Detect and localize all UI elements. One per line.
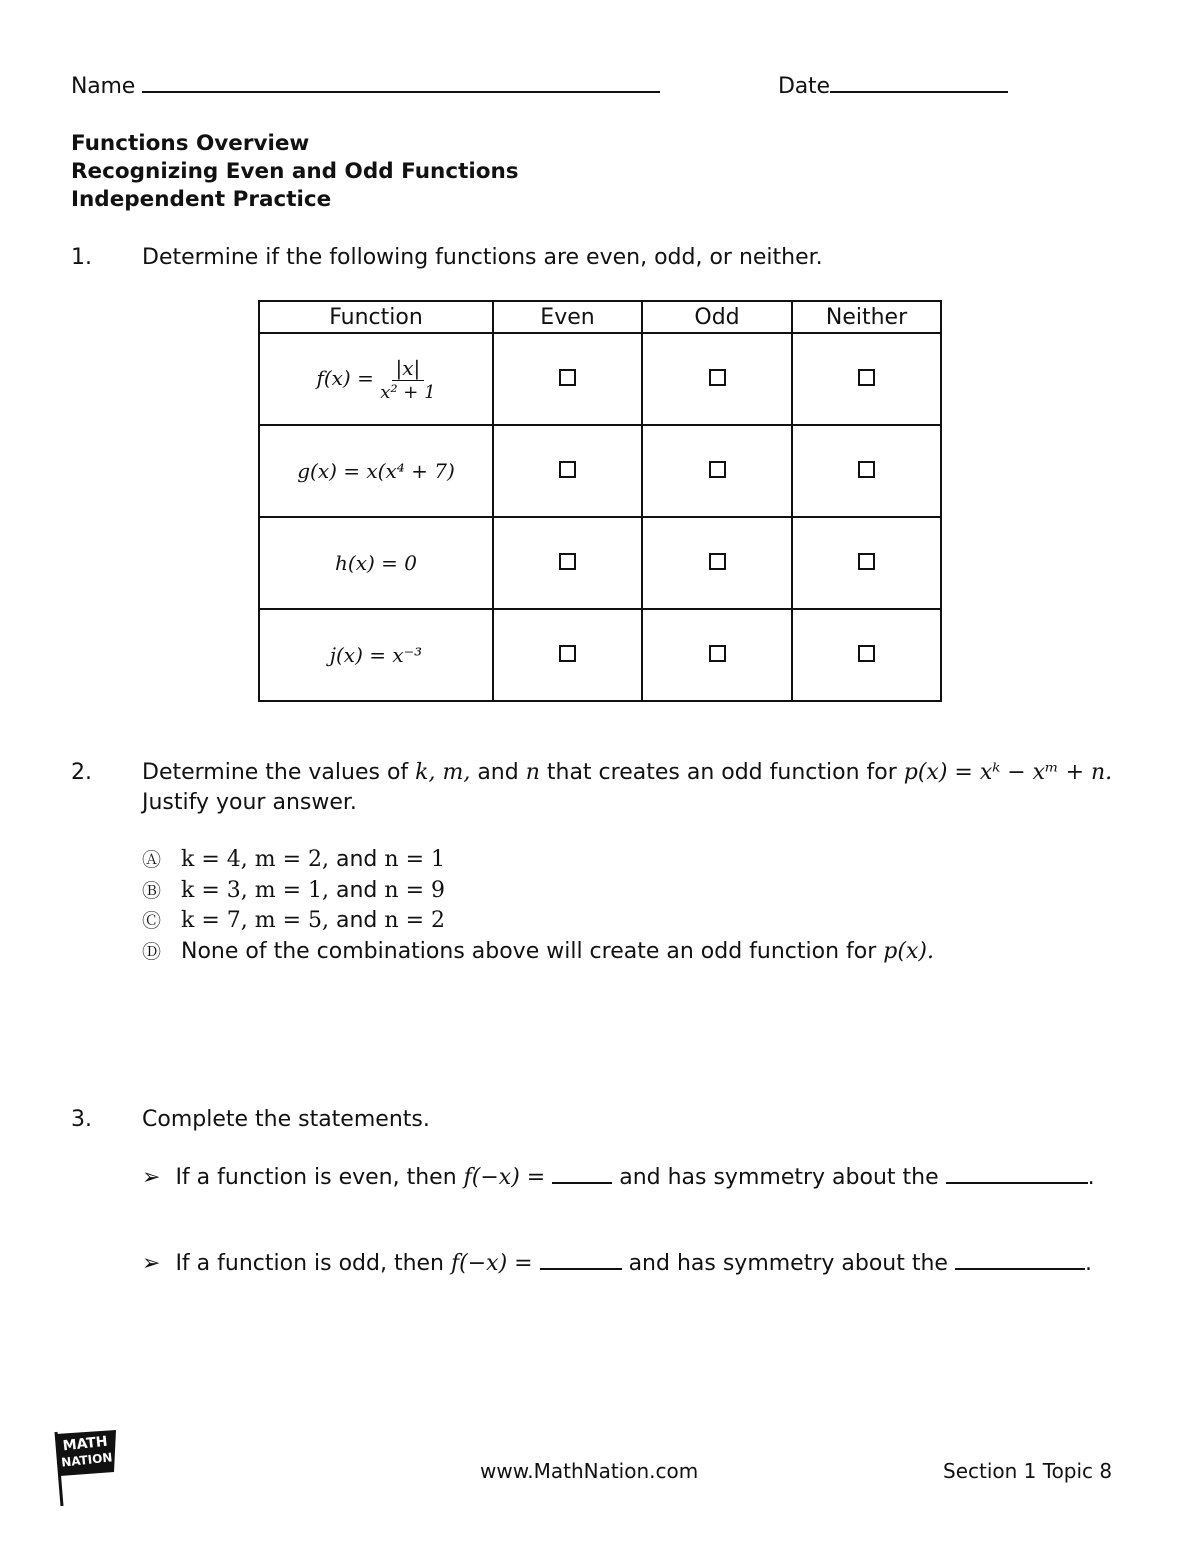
table-header-row (259, 301, 941, 333)
option-c-math: k = 7, m = 5, (181, 908, 330, 933)
s1-text-b: and has symmetry about the (612, 1165, 946, 1190)
option-b-math: k = 3, m = 1, (181, 877, 330, 903)
s2-text-b: and has symmetry about the (621, 1251, 955, 1276)
table-row (259, 425, 941, 517)
checkbox-cell[interactable] (493, 425, 642, 517)
section-label: Section 1 Topic 8 (943, 1459, 1113, 1483)
q2-function: p(x) = xᵏ − xᵐ + n. (903, 760, 1113, 785)
checkbox-h-even[interactable] (559, 553, 576, 570)
function-cell-j (259, 609, 493, 701)
option-d-bubble[interactable]: Ⓓ (142, 940, 162, 963)
s1-blank-symmetry[interactable] (946, 1182, 1088, 1184)
checkbox-cell[interactable] (642, 517, 792, 609)
option-c-and: and (329, 908, 385, 933)
s2-math: f(−x) = (451, 1251, 533, 1276)
table-row (259, 517, 941, 609)
checkbox-cell[interactable] (642, 333, 792, 425)
checkbox-g-even[interactable] (559, 461, 576, 478)
logo-line-2: NATION (60, 1450, 114, 1470)
checkbox-h-odd[interactable] (709, 553, 726, 570)
q2-text-b: and (470, 760, 526, 785)
title-block (71, 130, 519, 214)
function-cell-f (259, 333, 493, 425)
option-a-and: and (329, 847, 385, 872)
f-numerator: |x| (392, 356, 425, 381)
s1-period: . (1087, 1165, 1095, 1190)
option-b-n: n = 9 (384, 877, 445, 903)
checkbox-cell[interactable] (792, 425, 941, 517)
website-link[interactable]: www.MathNation.com (480, 1459, 699, 1483)
q2-text-a: Determine the values of (142, 760, 416, 785)
q3-number: 3. (71, 1107, 92, 1132)
q3-prompt: Complete the statements. (142, 1107, 430, 1132)
h-expr: h(x) = 0 (335, 551, 417, 575)
date-blank[interactable] (830, 91, 1008, 93)
logo-line-1: MATH (61, 1433, 109, 1455)
option-c[interactable] (142, 906, 934, 937)
q1-prompt: Determine if the following functions are even, odd, or neither. (142, 245, 823, 270)
checkbox-cell[interactable] (642, 609, 792, 701)
col-function: Function (259, 301, 493, 333)
option-d[interactable] (142, 937, 934, 968)
s2-blank-value[interactable] (540, 1268, 622, 1270)
table-row (259, 609, 941, 701)
q2-number: 2. (71, 760, 92, 785)
checkbox-f-even[interactable] (559, 369, 576, 386)
title-line-3: Independent Practice (71, 187, 332, 212)
table-row (259, 333, 941, 425)
title-line-1: Functions Overview (71, 131, 310, 156)
col-odd: Odd (642, 301, 792, 333)
q2-justify: Justify your answer. (142, 790, 357, 815)
col-neither: Neither (792, 301, 941, 333)
option-d-text: None of the combinations above will create an odd function for (181, 938, 884, 964)
option-d-math: p(x). (883, 938, 934, 964)
q2-vars: k, m, (415, 760, 471, 785)
option-b-and: and (329, 877, 385, 903)
f-fraction (380, 356, 435, 403)
checkbox-j-even[interactable] (559, 645, 576, 662)
name-blank[interactable] (142, 91, 660, 93)
q2-text-c: that creates an odd function for (539, 760, 904, 785)
s2-period: . (1084, 1251, 1092, 1276)
q3-statement-2 (142, 1251, 1092, 1276)
checkbox-h-neither[interactable] (858, 553, 875, 570)
logo-text (58, 1433, 113, 1470)
s1-blank-value[interactable] (552, 1182, 612, 1184)
checkbox-cell[interactable] (792, 517, 941, 609)
q1-number: 1. (71, 245, 92, 270)
s2-text-a: If a function is odd, then (175, 1251, 451, 1276)
s1-math: f(−x) = (463, 1165, 546, 1190)
checkbox-g-neither[interactable] (858, 461, 875, 478)
checkbox-cell[interactable] (792, 333, 941, 425)
q2-options (142, 845, 934, 967)
math-nation-logo (46, 1428, 122, 1508)
date-field[interactable] (778, 74, 1008, 99)
option-c-n: n = 2 (384, 908, 445, 933)
checkbox-j-neither[interactable] (858, 645, 875, 662)
option-c-bubble[interactable]: Ⓒ (142, 910, 162, 932)
date-label: Date (778, 74, 830, 99)
name-field[interactable] (71, 74, 660, 99)
checkbox-cell[interactable] (792, 609, 941, 701)
q2-prompt (142, 760, 1112, 785)
checkbox-cell[interactable] (493, 333, 642, 425)
checkbox-j-odd[interactable] (709, 645, 726, 662)
g-expr: g(x) = x(x⁴ + 7) (297, 459, 455, 483)
s2-blank-symmetry[interactable] (955, 1268, 1085, 1270)
f-denominator: x² + 1 (380, 381, 436, 403)
bullet-arrow-icon: ➢ (142, 1165, 161, 1190)
title-line-2: Recognizing Even and Odd Functions (71, 159, 519, 184)
q2-var-n: n (525, 760, 540, 785)
function-cell-h (259, 517, 493, 609)
checkbox-f-neither[interactable] (858, 369, 875, 386)
s1-text-a: If a function is even, then (175, 1165, 464, 1190)
checkbox-cell[interactable] (493, 609, 642, 701)
name-label: Name (71, 74, 136, 99)
function-cell-g (259, 425, 493, 517)
option-a[interactable] (142, 845, 934, 876)
option-a-math: k = 4, m = 2, (181, 847, 330, 872)
f-lhs: f(x) = (316, 365, 374, 390)
option-b-bubble[interactable]: Ⓑ (142, 879, 162, 902)
bullet-arrow-icon: ➢ (142, 1251, 161, 1276)
checkbox-cell[interactable] (642, 425, 792, 517)
option-a-n: n = 1 (384, 847, 445, 872)
checkbox-f-odd[interactable] (709, 369, 726, 386)
j-expr: j(x) = x⁻³ (329, 643, 423, 667)
checkbox-g-odd[interactable] (709, 461, 726, 478)
q1-table (258, 300, 942, 702)
checkbox-cell[interactable] (493, 517, 642, 609)
option-b[interactable] (142, 876, 934, 907)
q3-statement-1 (142, 1165, 1095, 1190)
option-a-bubble[interactable]: Ⓐ (142, 849, 162, 871)
col-even: Even (493, 301, 642, 333)
